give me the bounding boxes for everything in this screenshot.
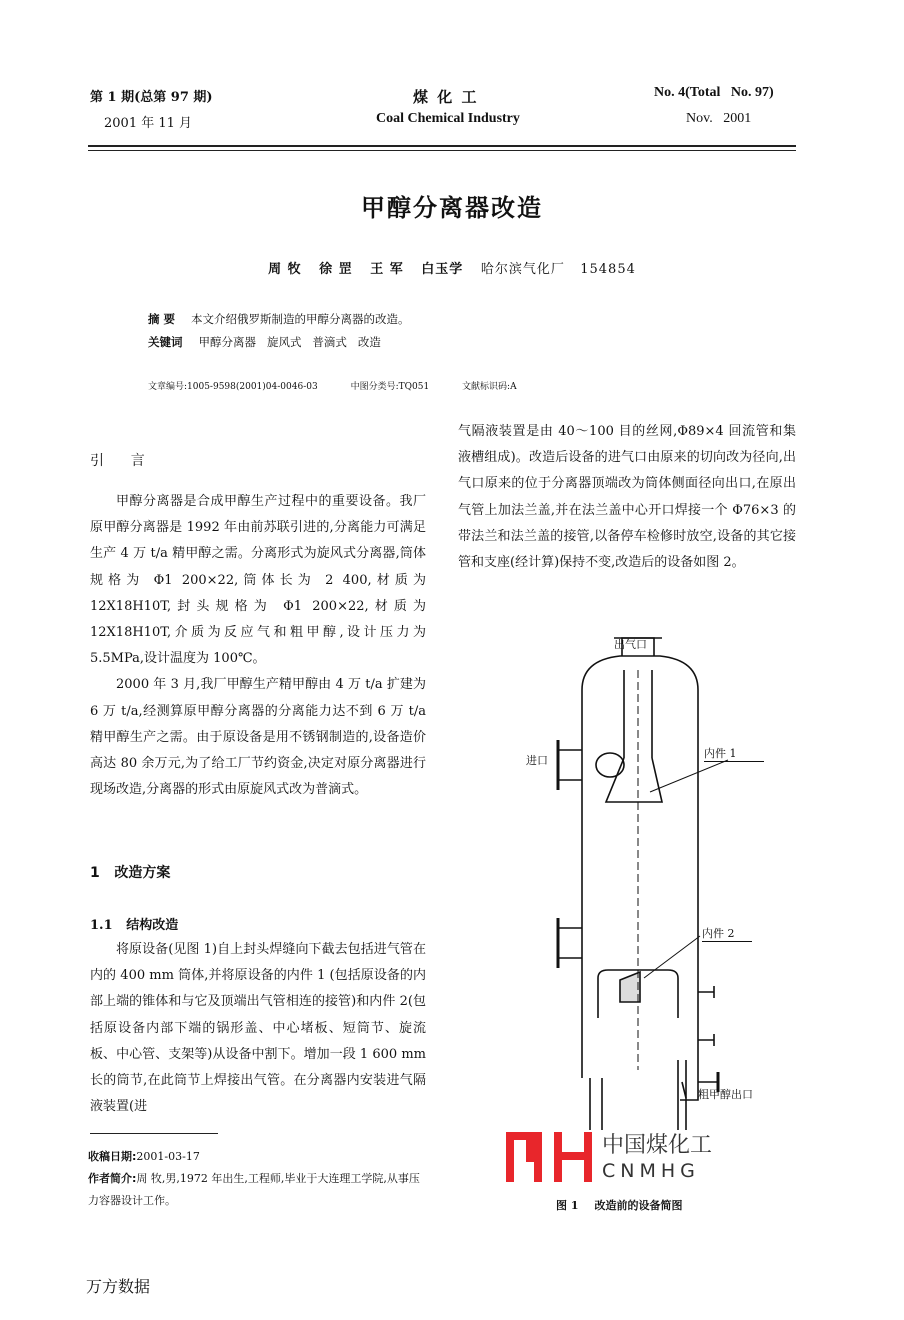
label-part-2: 内件 2	[702, 925, 752, 942]
paragraph: 气隔液装置是由 40～100 目的丝网,Φ89×4 回流管和集液槽组成)。改造后设备的进气口由原来的切向改为径向,出气口原来的位于分离器顶端改为筒体侧面径向出口,在原出气管上加法兰盖,并在法兰盖中心开口焊接一个 Φ76×3 的带法兰和法兰盖的接管,以备停车检修时放空,设备的其它接管和支座(经计算)保持不变,改造后的设备如图 2。	[458, 424, 796, 571]
left-legs	[590, 1078, 602, 1130]
author-name: 徐 罡	[319, 262, 353, 277]
author-bio-label: 作者简介:	[88, 1172, 137, 1185]
abstract-text: 本文介绍俄罗斯制造的甲醇分离器的改造。	[191, 312, 410, 326]
article-meta	[148, 379, 547, 392]
leader-part-2	[644, 936, 700, 978]
label-inlet: 进口	[526, 754, 548, 767]
vessel-shell	[582, 656, 698, 1078]
label-gas-outlet: 出气口	[614, 638, 647, 651]
author-line	[0, 258, 904, 277]
author-name: 王 军	[370, 262, 404, 277]
swirl-plate	[620, 972, 640, 1002]
leader-part-1	[650, 760, 728, 792]
journal-name-cn: 煤 化 工	[413, 88, 479, 106]
source-watermark: 万方数据	[86, 1277, 151, 1296]
internal-cone-part-1	[606, 758, 662, 802]
header-rule-thick	[88, 145, 796, 147]
inlet-internal	[596, 753, 624, 777]
section-1-1-text	[90, 937, 426, 1120]
right-stub-lower	[698, 1034, 714, 1046]
figure-number: 图 1	[556, 1199, 579, 1212]
figure-caption-text: 改造前的设备简图	[594, 1199, 683, 1212]
section-heading-1: 1 改造方案	[90, 865, 171, 881]
paragraph: 甲醇分离器是合成甲醇生产过程中的重要设备。我厂原甲醇分离器是 1992 年由前苏联引进的,分离能力可满足生产 4 万 t/a 精甲醇之需。分离形式为旋风式分离器,筒体规格为 Φ1 200×22,筒体长为 2 400,材质为 12X18H10T,封头规格为 Φ1 200×22,材质为 12X18H10T,介质为反应气和粗甲醇,设计压力为 5.5MPa,设计温度为 100℃。	[90, 494, 426, 667]
right-column-text	[458, 419, 796, 576]
paragraph: 将原设备(见图 1)自上封头焊缝向下截去包括进气管在内的 400 mm 筒体,并将原设备的内件 1 (包括原设备的内部上端的锥体和与它及顶端出气管相连的接管)和内件 2(包括原设备内部下端的锅形盖、中心堵板、短筒节、旋流板、中心管、支架等)从设备中割下。增加一段 1 600 mm 长的筒节,在此筒节上焊接出气管。在分离器内安装进气隔液装置(进	[90, 942, 426, 1115]
side-nozzle	[558, 928, 582, 958]
section-heading-intro: 引 言	[90, 453, 145, 469]
intro-text	[90, 489, 426, 803]
section-heading-1-1: 1.1 结构改造	[90, 918, 179, 933]
issue-number-cn: 第 1 期(总第 97 期)	[90, 90, 213, 105]
keywords	[148, 334, 381, 350]
article-title: 甲醇分离器改造	[361, 194, 543, 222]
received-date: 2001-03-17	[136, 1150, 200, 1163]
logo-text-cn: 中国煤化工	[602, 1133, 713, 1158]
affiliation: 哈尔滨气化厂 154854	[480, 262, 636, 277]
label-part-1: 内件 1	[704, 745, 764, 762]
abstract-label: 摘 要	[148, 312, 176, 326]
author-bio: 周 牧,男,1972 年出生,工程师,毕业于大连理工学院,从事压力容器设计工作。	[88, 1172, 420, 1207]
crude-outlet-pipe	[680, 1078, 698, 1100]
figure-caption	[556, 1197, 682, 1213]
received-label: 收稿日期:	[88, 1150, 137, 1163]
issue-date-en: Nov. 2001	[686, 111, 752, 126]
issue-number-en: No. 4(Total No. 97)	[654, 85, 774, 100]
cnmhg-logo-mark	[504, 1128, 596, 1184]
article-number: 文章编号:1005-9598(2001)04-0046-03	[148, 382, 318, 392]
journal-name-en: Coal Chemical Industry	[376, 111, 520, 126]
document-code: 文献标识码:A	[462, 382, 517, 392]
inlet-nozzle	[558, 750, 582, 780]
keywords-label: 关键词	[148, 335, 183, 349]
footnote-rule	[90, 1133, 218, 1134]
right-stub-upper	[698, 986, 714, 998]
issue-date-cn: 2001 年 11 月	[104, 116, 193, 131]
footnote	[88, 1146, 424, 1212]
abstract	[148, 311, 410, 327]
header-rule-thin	[88, 150, 796, 151]
keywords-text: 甲醇分离器 旋风式 普滴式 改造	[198, 335, 381, 349]
label-crude-methanol-outlet: 粗甲醇出口	[698, 1088, 753, 1101]
logo-text-en: CNMHG	[602, 1160, 700, 1182]
separator-diagram	[510, 630, 790, 1130]
author-name: 周 牧	[268, 262, 302, 277]
classification-number: 中图分类号:TQ051	[350, 382, 430, 392]
author-name: 白玉学	[421, 262, 464, 277]
paragraph: 2000 年 3 月,我厂甲醇生产精甲醇由 4 万 t/a 扩建为 6 万 t/a,经测算原甲醇分离器的分离能力达不到 6 万 t/a 精甲醇生产之需。由于原设备是用不锈钢制造的,设备造价高达 80 余万元,为了给工厂节约资金,决定对原分离器进行现场改造,分离器的形式由原旋风式改为普滴式。	[90, 677, 426, 798]
